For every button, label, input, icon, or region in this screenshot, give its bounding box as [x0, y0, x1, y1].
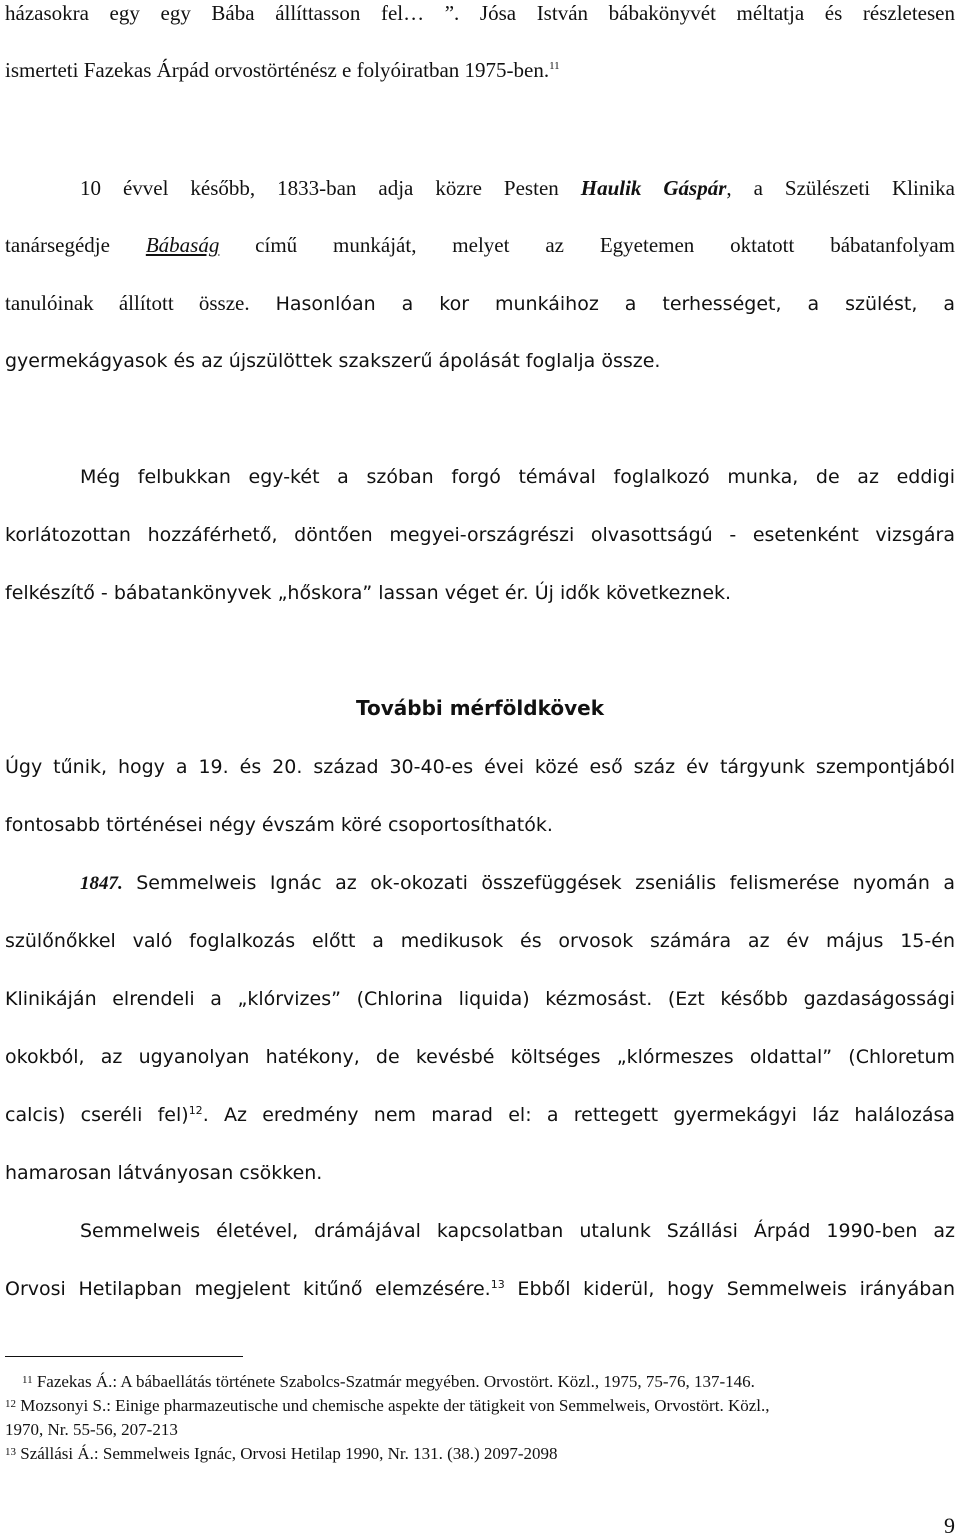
paragraph-2-line-1-text-b: , a Szülészeti Klinika	[726, 176, 955, 200]
footnote-12-continuation: 1970, Nr. 55-56, 207-213	[5, 1420, 178, 1439]
paragraph-5-line-6: hamarosan látványosan csökken.	[5, 1162, 323, 1184]
paragraph-1-line-1: házasokra egy egy Bába állíttasson fel… ”. Jósa István bábakönyvét méltatja és részletesen	[5, 1, 955, 25]
paragraph-3-line-1: Még felbukkan egy-két a szóban forgó témával foglalkozó munka, de az eddigi	[80, 466, 955, 488]
paragraph-2-line-1	[80, 176, 955, 200]
paragraph-3-line-3: felkészítő - bábatankönyvek „hőskora” lassan véget ér. Új idők következnek.	[5, 582, 732, 604]
paragraph-2-line-4: gyermekágyasok és az újszülöttek szakszerű ápolását foglalja össze.	[5, 350, 661, 372]
paragraph-6-line-2-text-a: Orvosi Hetilapban megjelent kitűnő elemzésére.	[5, 1278, 491, 1300]
footnote-ref-13: 13	[490, 1278, 505, 1291]
paragraph-5-line-1	[80, 871, 955, 896]
footnote-ref-11: 11	[549, 60, 560, 72]
paragraph-1-line-2-text: ismerteti Fazekas Árpád orvostörténész e folyóiratban 1975-ben.	[5, 58, 550, 82]
paragraph-5-line-1-text: Semmelweis Ignác az ok-okozati összefüggések zseniális felismerése nyomán a	[122, 872, 955, 894]
paragraph-2-line-1-text-a: 10 évvel később, 1833-ban adja közre Pesten	[80, 176, 581, 200]
paragraph-6-line-2	[5, 1277, 955, 1301]
paragraph-4-line-2: fontosabb történései négy évszám köré csoportosíthatók.	[5, 814, 553, 836]
year-1847: 1847.	[80, 873, 123, 894]
footnote-11-text: Fazekas Á.: A bábaellátás története Szabolcs-Szatmár megyében. Orvostört. Közl., 1975, 75-76, 137-146.	[36, 1372, 755, 1391]
author-name-haulik: Haulik Gáspár	[580, 176, 727, 200]
paragraph-3-line-2: korlátozottan hozzáférhető, döntően megyei-országrészi olvasottságú - esetenként vizsgára	[5, 524, 955, 546]
paragraph-2-line-3-text-a: tanulóinak állított össze.	[5, 291, 250, 315]
section-heading: További mérföldkövek	[356, 696, 604, 720]
paragraph-5-line-5	[5, 1103, 955, 1127]
paragraph-2-line-2-text-a: tanársegédje	[5, 233, 146, 257]
book-title-babasag: Bábaság	[145, 233, 220, 257]
paragraph-6-line-2-text-b: Ebből kiderül, hogy Semmelweis irányában	[504, 1278, 956, 1300]
footnote-13-text: Szállási Á.: Semmelweis Ignác, Orvosi Hetilap 1990, Nr. 131. (38.) 2097-2098	[20, 1444, 558, 1463]
paragraph-5-line-4: okokból, az ugyanolyan hatékony, de kevésbé költséges „klórmeszes oldattal” (Chloretum	[5, 1046, 955, 1068]
paragraph-2-line-2	[5, 233, 955, 257]
paragraph-4-line-1: Úgy tűnik, hogy a 19. és 20. század 30-40-es évei közé eső száz év tárgyunk szempontjából	[5, 756, 955, 778]
paragraph-5-line-5-text-a: calcis) cseréli fel)	[5, 1104, 189, 1126]
footnote-13	[5, 1444, 558, 1464]
footnote-12	[5, 1396, 770, 1416]
footnote-separator	[5, 1356, 243, 1357]
footnote-11	[22, 1372, 755, 1392]
paragraph-2-line-3-text-b: Hasonlóan a kor munkáihoz a terhességet, a szülést, a	[249, 293, 955, 315]
footnote-12-number: 12	[5, 1398, 16, 1410]
footnote-ref-12: 12	[188, 1104, 203, 1117]
footnote-12-text: Mozsonyi S.: Einige pharmazeutische und chemische aspekte der tätigkeit von Semmelweis, Orvostört. Közl.,	[20, 1396, 770, 1415]
paragraph-6-line-1: Semmelweis életével, drámájával kapcsolatban utalunk Szállási Árpád 1990-ben az	[80, 1220, 955, 1242]
page-number: 9	[944, 1513, 955, 1538]
paragraph-5-line-5-text-b: . Az eredmény nem marad el: a rettegett gyermekágyi láz halálozása	[202, 1104, 956, 1126]
footnote-13-number: 13	[5, 1446, 16, 1458]
paragraph-2-line-2-text-b: című munkáját, melyet az Egyetemen oktatott bábatanfolyam	[219, 233, 955, 257]
paragraph-1-line-2	[5, 58, 560, 82]
footnote-11-number: 11	[22, 1374, 33, 1386]
paragraph-5-line-3: Klinikáján elrendeli a „klórvizes” (Chlorina liquida) kézmosást. (Ezt később gazdaságossági	[5, 988, 955, 1010]
paragraph-2-line-3	[5, 291, 955, 316]
paragraph-5-line-2: szülőnőkkel való foglalkozás előtt a medikusok és orvosok számára az év május 15-én	[5, 930, 955, 952]
